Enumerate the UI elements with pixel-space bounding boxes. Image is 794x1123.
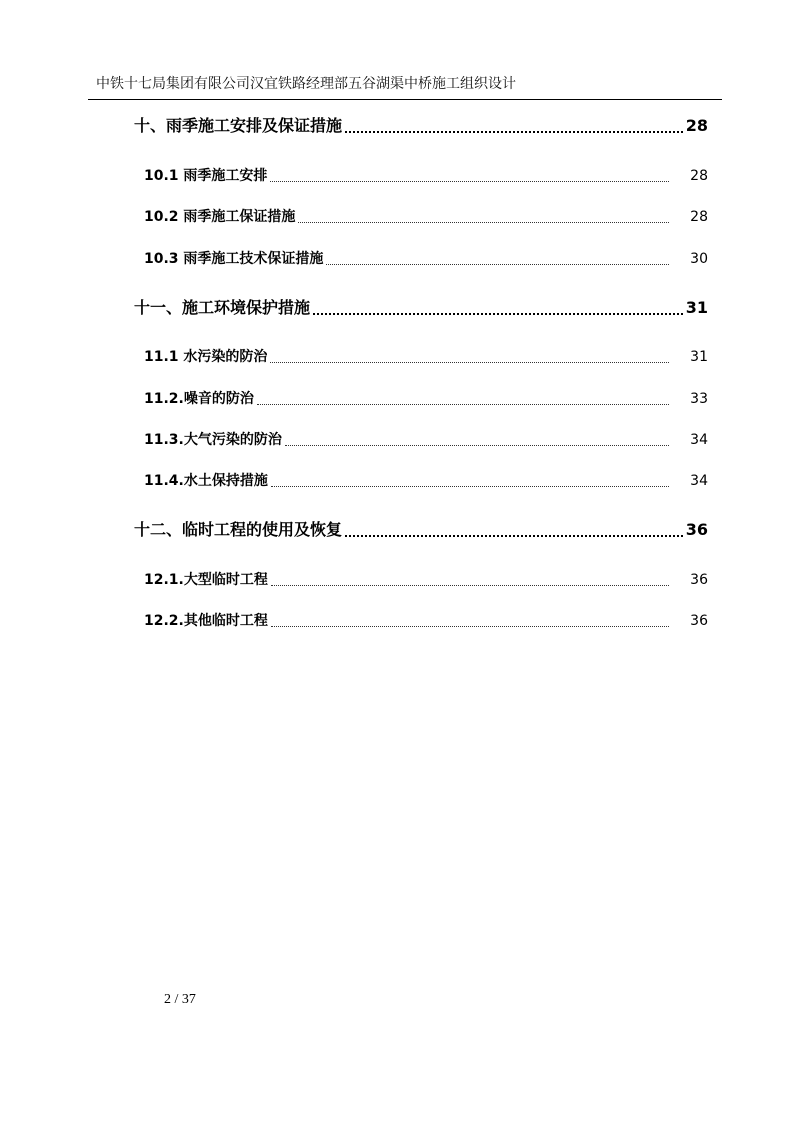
toc-entry-title: 十、雨季施工安排及保证措施: [134, 116, 343, 135]
dot-leader: [271, 570, 687, 590]
toc-entry-section-10-1[interactable]: [144, 166, 708, 186]
toc-entry-section-12-1[interactable]: [144, 570, 708, 590]
toc-page-number: 36: [690, 613, 708, 629]
toc-page-number: 28: [690, 209, 708, 225]
toc-page-number: 31: [690, 349, 708, 365]
toc-page-number: 34: [690, 432, 708, 448]
toc-entry-title: 12.1.大型临时工程: [144, 572, 268, 588]
dot-leader: [257, 389, 687, 409]
toc-entry-section-10[interactable]: [134, 115, 708, 137]
toc-page-number: 31: [685, 298, 708, 317]
dot-leader: [270, 166, 687, 186]
dot-leader: [345, 519, 683, 541]
dot-leader: [298, 207, 687, 227]
toc-entry-section-11-4[interactable]: [144, 471, 708, 491]
toc-entry-title: 10.3 雨季施工技术保证措施: [144, 251, 324, 267]
toc-entry-title: 十二、临时工程的使用及恢复: [134, 520, 343, 539]
toc-entry-title: 10.1 雨季施工安排: [144, 168, 268, 184]
toc-page-number: 30: [690, 251, 708, 267]
toc-entry-section-10-2[interactable]: [144, 207, 708, 227]
dot-leader: [313, 297, 683, 319]
page-indicator: 2 / 37: [164, 992, 196, 1007]
toc-entry-title: 12.2.其他临时工程: [144, 613, 268, 629]
dot-leader: [271, 471, 687, 491]
toc-entry-title: 11.1 水污染的防治: [144, 349, 268, 365]
toc-entry-section-11-2[interactable]: [144, 389, 708, 409]
toc-entry-section-12-2[interactable]: [144, 611, 708, 631]
toc-entry-section-12[interactable]: [134, 519, 708, 541]
toc-entry-title: 11.2.噪音的防治: [144, 391, 254, 407]
dot-leader: [271, 611, 687, 631]
dot-leader: [270, 347, 687, 367]
toc-page-number: 28: [690, 168, 708, 184]
dot-leader: [326, 249, 687, 269]
dot-leader: [345, 115, 683, 137]
toc-page-number: 36: [685, 520, 708, 539]
toc-page-number: 36: [690, 572, 708, 588]
toc-entry-title: 十一、施工环境保护措施: [134, 298, 311, 317]
toc-entry-section-11-1[interactable]: [144, 347, 708, 367]
toc-page-number: 33: [690, 391, 708, 407]
toc-entry-section-11-3[interactable]: [144, 430, 708, 450]
dot-leader: [285, 430, 687, 450]
toc-entry-title: 11.4.水土保持措施: [144, 473, 268, 489]
toc-page-number: 34: [690, 473, 708, 489]
toc-page-number: 28: [685, 116, 708, 135]
toc-entry-section-11[interactable]: [134, 297, 708, 319]
running-header: 中铁十七局集团有限公司汉宜铁路经理部五谷湖渠中桥施工组织设计: [96, 76, 516, 92]
toc-entry-title: 10.2 雨季施工保证措施: [144, 209, 296, 225]
toc-entry-section-10-3[interactable]: [144, 249, 708, 269]
header-divider: [88, 99, 722, 100]
toc-entry-title: 11.3.大气污染的防治: [144, 432, 282, 448]
